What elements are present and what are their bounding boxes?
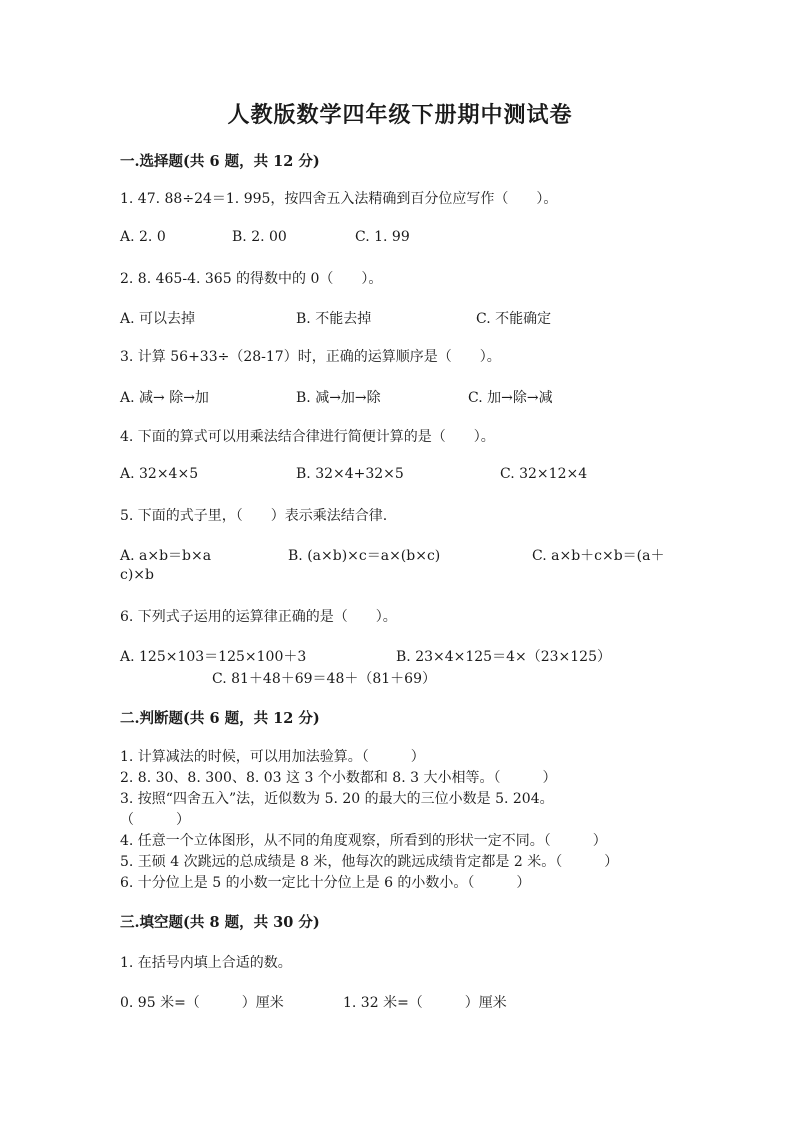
- tf-q2: 2. 8. 30、8. 300、8. 03 这 3 个小数都和 8. 3 大小相等。（ ）: [120, 770, 557, 786]
- mc-q4-option-b: B. 32×4+32×5: [296, 466, 404, 482]
- mc-q3-option-a: A. 减→ 除→加: [120, 390, 209, 406]
- mc-q6-stem: 6. 下列式子运用的运算律正确的是（ ）。: [120, 609, 397, 625]
- section-heading-true-false: 二.判断题(共 6 题，共 12 分): [120, 710, 320, 727]
- section-heading-fill-in: 三.填空题(共 8 题，共 30 分): [120, 914, 320, 931]
- mc-q6-option-b: B. 23×4×125＝4×（23×125）: [396, 649, 611, 665]
- mc-q1-option-a: A. 2. 0: [120, 229, 166, 245]
- tf-q5: 5. 王硕 4 次跳远的总成绩是 8 米，他每次的跳远成绩肯定都是 2 米。（ ）: [120, 854, 619, 870]
- mc-q6-option-a: A. 125×103＝125×100＋3: [120, 649, 307, 665]
- mc-q2-option-c: C. 不能确定: [476, 311, 552, 327]
- mc-q3-stem: 3. 计算 56+33÷（28-17）时，正确的运算顺序是（ ）。: [120, 349, 501, 365]
- tf-q4: 4. 任意一个立体图形，从不同的角度观察，所看到的形状一定不同。（ ）: [120, 833, 607, 849]
- mc-q1-option-c: C. 1. 99: [355, 229, 410, 245]
- fill-q1-item-a: 0. 95 米=（ ）厘米: [120, 995, 284, 1011]
- mc-q5-option-a: A. a×b＝b×a: [120, 548, 212, 564]
- mc-q5-option-c: C. a×b＋c×b＝(a＋: [532, 548, 665, 564]
- mc-q5-option-b: B. (a×b)×c＝a×(b×c): [288, 548, 441, 564]
- mc-q4-stem: 4. 下面的算式可以用乘法结合律进行简便计算的是（ ）。: [120, 429, 495, 445]
- tf-q3-answer-bracket: （ ）: [120, 812, 190, 828]
- mc-q5-stem: 5. 下面的式子里，（ ）表示乘法结合律.: [120, 508, 388, 524]
- mc-q2-stem: 2. 8. 465-4. 365 的得数中的 0（ ）。: [120, 271, 383, 287]
- mc-q3-option-c: C. 加→除→减: [468, 390, 553, 406]
- fill-q1-stem: 1. 在括号内填上合适的数。: [120, 955, 292, 971]
- page-title: 人教版数学四年级下册期中测试卷: [227, 102, 573, 128]
- mc-q6-option-c: C. 81＋48＋69＝48＋（81＋69）: [212, 671, 436, 687]
- mc-q4-option-a: A. 32×4×5: [120, 466, 199, 482]
- tf-q3: 3. 按照“四舍五入”法，近似数为 5. 20 的最大的三位小数是 5. 204。: [120, 791, 554, 807]
- section-heading-choice: 一.选择题(共 6 题，共 12 分): [120, 153, 320, 170]
- tf-q6: 6. 十分位上是 5 的小数一定比十分位上是 6 的小数小。（ ）: [120, 875, 531, 891]
- mc-q2-option-a: A. 可以去掉: [120, 311, 196, 327]
- tf-q1: 1. 计算减法的时候，可以用加法验算。（ ）: [120, 749, 425, 765]
- mc-q2-option-b: B. 不能去掉: [296, 311, 372, 327]
- mc-q3-option-b: B. 减→加→除: [296, 390, 381, 406]
- mc-q4-option-c: C. 32×12×4: [500, 466, 588, 482]
- fill-q1-item-b: 1. 32 米=（ ）厘米: [343, 995, 507, 1011]
- mc-q1-stem: 1. 47. 88÷24＝1. 995，按四舍五入法精确到百分位应写作（ ）。: [120, 191, 558, 207]
- mc-q5-option-c-continued: c)×b: [120, 567, 154, 583]
- mc-q1-option-b: B. 2. 00: [232, 229, 287, 245]
